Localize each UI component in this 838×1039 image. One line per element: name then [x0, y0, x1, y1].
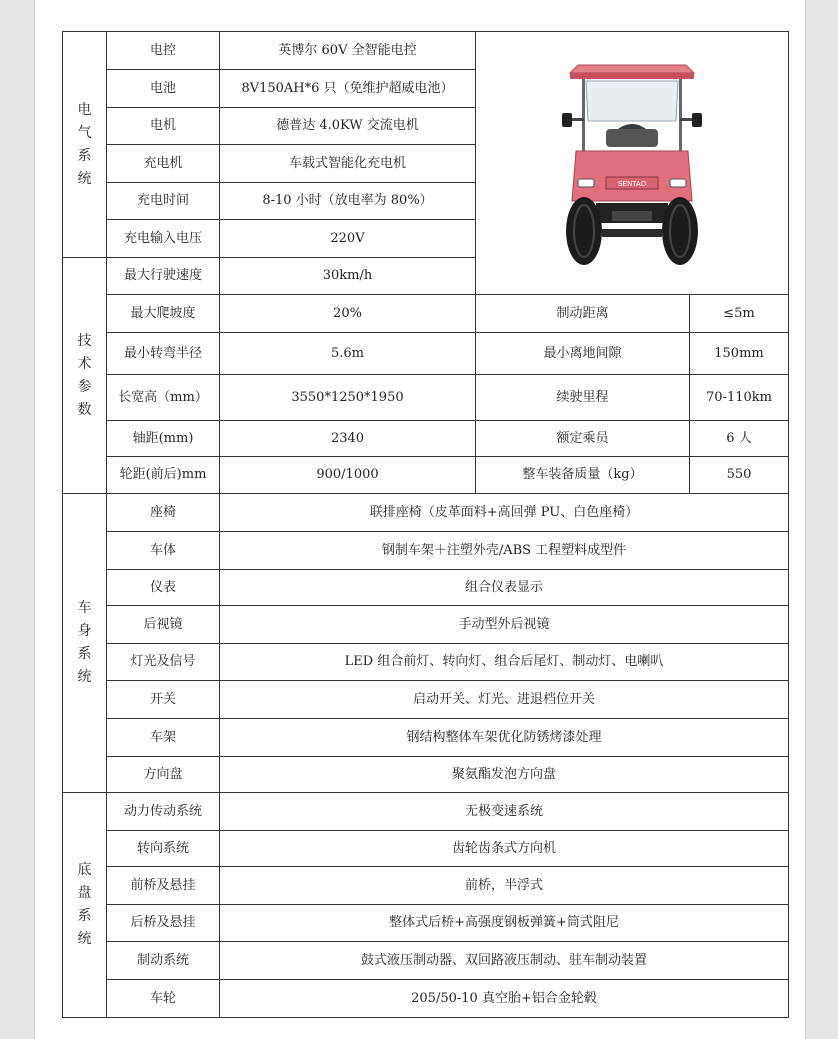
spec-name: 制动系统	[107, 942, 220, 980]
spec-value: 前桥，半浮式	[220, 867, 789, 905]
table-row	[63, 570, 789, 606]
spec-name: 充电机	[107, 145, 220, 183]
spec-value: 钢制车架＋注塑外壳/ABS 工程塑料成型件	[220, 532, 789, 570]
spec-name: 座椅	[107, 494, 220, 532]
spec-name: 充电输入电压	[107, 220, 220, 258]
spec-name: 转向系统	[107, 831, 220, 867]
spec-value: 无极变速系统	[220, 793, 789, 831]
table-row	[63, 831, 789, 867]
spec-value-secondary: 6 人	[690, 421, 789, 457]
table-row	[63, 457, 789, 494]
table-row	[63, 905, 789, 942]
spec-value: 900/1000	[220, 457, 476, 494]
spec-value: 启动开关、灯光、进退档位开关	[220, 681, 789, 719]
spec-name: 车架	[107, 719, 220, 757]
spec-value: 8V150AH*6 只（免维护超威电池）	[220, 70, 476, 108]
spec-value: 钢结构整体车架优化防锈烤漆处理	[220, 719, 789, 757]
spec-value-secondary: 550	[690, 457, 789, 494]
spec-value: 英博尔 60V 全智能电控	[220, 32, 476, 70]
spec-name: 轴距(mm)	[107, 421, 220, 457]
table-row	[63, 942, 789, 980]
spec-name: 车轮	[107, 980, 220, 1018]
golf-cart-image	[562, 51, 702, 275]
document-page	[34, 0, 806, 1039]
spec-name-secondary: 整车装备质量（kg）	[476, 457, 690, 494]
spec-value: 30km/h	[220, 258, 476, 295]
spec-value: 5.6m	[220, 333, 476, 375]
section-label-body	[63, 494, 107, 793]
spec-value: 鼓式液压制动器、双回路液压制动、驻车制动装置	[220, 942, 789, 980]
spec-name: 充电时间	[107, 183, 220, 220]
vehicle-photo-cell	[476, 32, 789, 295]
table-row	[63, 32, 789, 70]
section-label-technical	[63, 258, 107, 494]
spec-name: 电控	[107, 32, 220, 70]
spec-name-secondary: 续驶里程	[476, 375, 690, 421]
table-row	[63, 606, 789, 644]
spec-name-secondary: 额定乘员	[476, 421, 690, 457]
spec-value-secondary: 150mm	[690, 333, 789, 375]
section-label-electrical	[63, 32, 107, 258]
spec-value: 整体式后桥+高强度钢板弹簧+筒式阻尼	[220, 905, 789, 942]
spec-name: 车体	[107, 532, 220, 570]
grille-text: SENTAO	[617, 181, 647, 188]
section-label-text: 电 气 系 统	[77, 101, 92, 187]
spec-name: 电池	[107, 70, 220, 108]
spec-value: 220V	[220, 220, 476, 258]
spec-name: 灯光及信号	[107, 644, 220, 681]
spec-value: 2340	[220, 421, 476, 457]
spec-name: 长宽高（mm）	[107, 375, 220, 421]
table-row	[63, 980, 789, 1018]
spec-value: 8-10 小时（放电率为 80%）	[220, 183, 476, 220]
table-row	[63, 295, 789, 333]
table-row	[63, 532, 789, 570]
spec-name: 后视镜	[107, 606, 220, 644]
table-row	[63, 644, 789, 681]
spec-value: 组合仪表显示	[220, 570, 789, 606]
spec-value: 联排座椅（皮革面料+高回弹 PU、白色座椅）	[220, 494, 789, 532]
table-row	[63, 867, 789, 905]
table-row	[63, 375, 789, 421]
spec-value: 20%	[220, 295, 476, 333]
spec-value: 205/50-10 真空胎+铝合金轮毂	[220, 980, 789, 1018]
spec-name-secondary: 制动距离	[476, 295, 690, 333]
spec-name: 最大行驶速度	[107, 258, 220, 295]
spec-value: 聚氨酯发泡方向盘	[220, 757, 789, 793]
section-label-chassis	[63, 793, 107, 1018]
spec-name: 前桥及悬挂	[107, 867, 220, 905]
section-label-text: 车 身 系 统	[77, 600, 92, 685]
spec-name: 电机	[107, 108, 220, 145]
spec-value-secondary: 70-110km	[690, 375, 789, 421]
spec-name: 方向盘	[107, 757, 220, 793]
spec-name: 最大爬坡度	[107, 295, 220, 333]
table-row	[63, 719, 789, 757]
spec-value: 齿轮齿条式方向机	[220, 831, 789, 867]
table-row	[63, 421, 789, 457]
spec-name: 后桥及悬挂	[107, 905, 220, 942]
spec-name-secondary: 最小离地间隙	[476, 333, 690, 375]
spec-value: 德普达 4.0KW 交流电机	[220, 108, 476, 145]
spec-name: 仪表	[107, 570, 220, 606]
spec-name: 动力传动系统	[107, 793, 220, 831]
table-row	[63, 793, 789, 831]
table-row	[63, 681, 789, 719]
section-label-text: 底 盘 系 统	[77, 862, 92, 947]
section-label-text: 技 术 参 数	[77, 332, 92, 418]
table-row	[63, 333, 789, 375]
table-row	[63, 757, 789, 793]
spec-value: LED 组合前灯、转向灯、组合后尾灯、制动灯、电喇叭	[220, 644, 789, 681]
spec-value: 车载式智能化充电机	[220, 145, 476, 183]
spec-value-secondary: ≤5m	[690, 295, 789, 333]
table-row	[63, 494, 789, 532]
spec-value: 手动型外后视镜	[220, 606, 789, 644]
spec-table	[62, 31, 789, 1018]
spec-name: 开关	[107, 681, 220, 719]
spec-name: 轮距(前后)mm	[107, 457, 220, 494]
spec-value: 3550*1250*1950	[220, 375, 476, 421]
spec-name: 最小转弯半径	[107, 333, 220, 375]
